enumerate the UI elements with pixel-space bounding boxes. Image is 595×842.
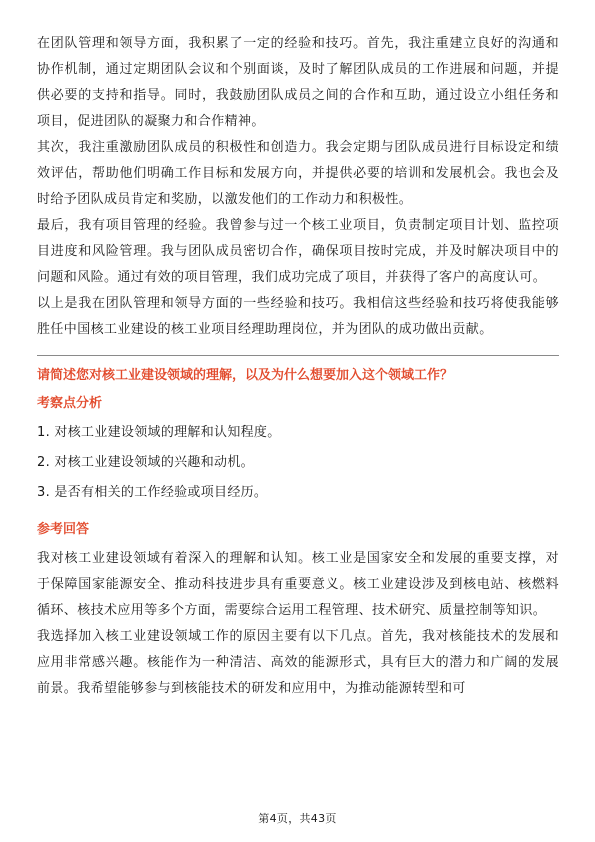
body-paragraph: 其次，我注重激励团队成员的积极性和创造力。我会定期与团队成员进行目标设定和绩效评估，帮助他们明确工作目标和发展方向，并提供必要的培训和发展机会。我也会及时给予团队成员肯定和奖励，以激发他们的工作动力和积极性。: [37, 140, 559, 207]
answer-label: 参考回答: [37, 522, 90, 537]
analysis-item: 3. 是否有相关的工作经验或项目经历。: [37, 485, 268, 500]
body-paragraph: 以上是我在团队管理和领导方面的一些经验和技巧。我相信这些经验和技巧将使我能够胜任中国核工业建设的核工业项目经理助理岗位，并为团队的成功做出贡献。: [37, 296, 559, 337]
answer-paragraph: 我对核工业建设领域有着深入的理解和认知。核工业是国家安全和发展的重要支撑，对于保障国家能源安全、推动科技进步具有重要意义。核工业建设涉及到核电站、核燃料循环、核技术应用等多个方面，需要综合运用工程管理、技术研究、质量控制等知识。: [37, 551, 559, 618]
analysis-item: 2. 对核工业建设领域的兴趣和动机。: [37, 455, 254, 470]
page-number: 第4页，共43页: [258, 812, 337, 825]
question-heading: 请简述您对核工业建设领域的理解，以及为什么想要加入这个领域工作？: [37, 368, 454, 383]
body-paragraph: 最后，我有项目管理的经验。我曾参与过一个核工业项目，负责制定项目计划、监控项目进度和风险管理。我与团队成员密切合作，确保项目按时完成，并及时解决项目中的问题和风险。通过有效的项目管理，我们成功完成了项目，并获得了客户的高度认可。: [37, 218, 559, 285]
analysis-item: 1. 对核工业建设领域的理解和认知程度。: [37, 425, 281, 440]
answer-paragraph: 我选择加入核工业建设领域工作的原因主要有以下几点。首先，我对核能技术的发展和应用非常感兴趣。核能作为一种清洁、高效的能源形式，具有巨大的潜力和广阔的发展前景。我希望能够参与到核能技术的研发和应用中，为推动能源转型和可: [37, 629, 559, 696]
body-paragraph: 在团队管理和领导方面，我积累了一定的经验和技巧。首先，我注重建立良好的沟通和协作机制，通过定期团队会议和个别面谈，及时了解团队成员的工作进展和问题，并提供必要的支持和指导。同时，我鼓励团队成员之间的合作和互助，通过设立小组任务和项目，促进团队的凝聚力和合作精神。: [37, 36, 559, 129]
analysis-label: 考察点分析: [37, 396, 103, 411]
page-content: [37, 31, 559, 702]
section-divider: [37, 355, 559, 356]
